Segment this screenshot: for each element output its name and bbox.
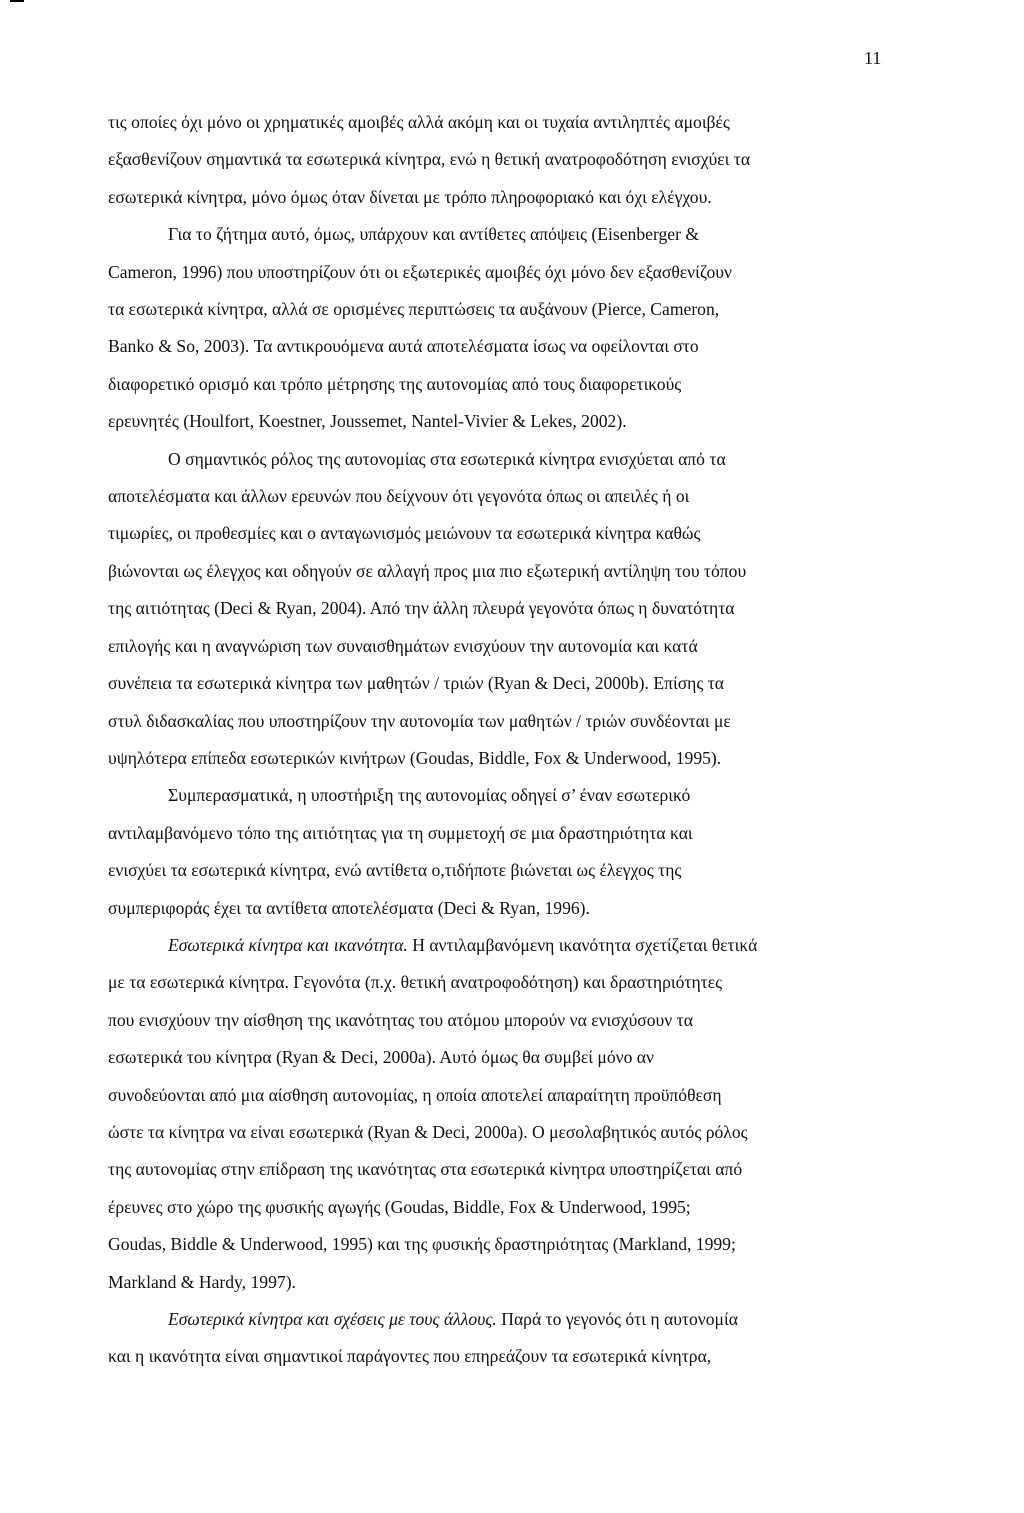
line-text: συμπεριφοράς έχει τα αντίθετα αποτελέσματα (Deci & Ryan, 1996). — [108, 897, 590, 918]
text-line — [108, 291, 900, 328]
text-line — [108, 815, 900, 852]
line-text: ερευνητές (Houlfort, Koestner, Joussemet, Nantel-Vivier & Lekes, 2002). — [108, 411, 627, 432]
text-line — [108, 366, 900, 403]
text-line — [108, 1301, 900, 1338]
line-text: συνοδεύονται από μια αίσθηση αυτονομίας, η οποία αποτελεί απαραίτητη προϋπόθεση — [108, 1084, 722, 1105]
line-text: τις οποίες όχι μόνο οι χρηματικές αμοιβές αλλά ακόμη και οι τυχαία αντιληπτές αμοιβές — [108, 112, 730, 132]
line-text: Banko & So, 2003). Τα αντικρουόμενα αυτά αποτελέσματα ίσως να οφείλονται στο — [108, 336, 699, 357]
text-line — [108, 1264, 900, 1301]
line-text: ώστε τα κίνητρα να είναι εσωτερικά (Ryan & Deci, 2000a). Ο μεσολαβητικός αυτός ρόλος — [108, 1121, 748, 1142]
text-line — [108, 1338, 900, 1375]
text-line — [108, 964, 900, 1001]
text-line — [108, 1039, 900, 1076]
body-text — [108, 104, 900, 1376]
text-line — [108, 852, 900, 889]
text-line — [108, 553, 900, 590]
text-line — [108, 403, 900, 440]
text-line — [108, 328, 900, 365]
line-text: εσωτερικά κίνητρα, μόνο όμως όταν δίνεται με τρόπο πληροφοριακό και όχι ελέγχου. — [108, 186, 712, 207]
line-text: Παρά το γεγονός ότι η αυτονομία — [496, 1309, 738, 1329]
line-text: αντιλαμβανόμενο τόπο της αιτιότητας για τη συμμετοχή σε μια δραστηριότητα και — [108, 822, 693, 843]
line-text: της αυτονομίας στην επίδραση της ικανότητας στα εσωτερικά κίνητρα υποστηρίζεται από — [108, 1159, 743, 1180]
italic-heading: Εσωτερικά κίνητρα και ικανότητα. — [168, 934, 408, 955]
text-line — [108, 927, 900, 964]
line-text: επιλογής και η αναγνώριση των συναισθημάτων ενισχύουν την αυτονομία και κατά — [108, 635, 698, 656]
text-line — [108, 1226, 900, 1263]
page-number: 11 — [864, 48, 882, 68]
text-line — [108, 1151, 900, 1188]
line-text: Markland & Hardy, 1997). — [108, 1271, 296, 1292]
line-text: εσωτερικά του κίνητρα (Ryan & Deci, 2000a). Αυτό όμως θα συμβεί μόνο αν — [108, 1047, 654, 1068]
text-line — [108, 478, 900, 515]
line-text: τιμωρίες, οι προθεσμίες και ο ανταγωνισμός μειώνουν τα εσωτερικά κίνητρα καθώς — [108, 523, 701, 544]
line-text: Cameron, 1996) που υποστηρίζουν ότι οι εξωτερικές αμοιβές όχι μόνο δεν εξασθενίζουν — [108, 261, 732, 282]
text-line — [108, 1077, 900, 1114]
corner-mark — [10, 0, 24, 2]
line-text: Goudas, Biddle & Underwood, 1995) και της φυσικής δραστηριότητας (Markland, 1999; — [108, 1234, 736, 1255]
line-text: έρευνες στο χώρο της φυσικής αγωγής (Goudas, Biddle, Fox & Underwood, 1995; — [108, 1196, 691, 1217]
line-text: και η ικανότητα είναι σημαντικοί παράγοντες που επηρεάζουν τα εσωτερικά κίνητρα, — [108, 1346, 712, 1367]
text-line — [108, 665, 900, 702]
text-line — [108, 515, 900, 552]
line-text: διαφορετικό ορισμό και τρόπο μέτρησης της αυτονομίας από τους διαφορετικούς — [108, 373, 682, 394]
text-line — [108, 890, 900, 927]
line-text: με τα εσωτερικά κίνητρα. Γεγονότα (π.χ. θετική ανατροφοδότηση) και δραστηριότητες — [108, 972, 723, 993]
line-text: ενισχύει τα εσωτερικά κίνητρα, ενώ αντίθετα ο,τιδήποτε βιώνεται ως έλεγχος της — [108, 860, 682, 881]
text-line — [108, 777, 900, 814]
text-line — [108, 703, 900, 740]
text-line — [108, 1189, 900, 1226]
line-text: αποτελέσματα και άλλων ερευνών που δείχνουν ότι γεγονότα όπως οι απειλές ή οι — [108, 486, 690, 507]
text-line — [108, 179, 900, 216]
text-line — [108, 590, 900, 627]
line-text: Για το ζήτημα αυτό, όμως, υπάρχουν και αντίθετες απόψεις (Eisenberger & — [168, 224, 700, 245]
text-line — [108, 740, 900, 777]
line-text: υψηλότερα επίπεδα εσωτερικών κινήτρων (Goudas, Biddle, Fox & Underwood, 1995). — [108, 747, 722, 768]
text-line — [108, 441, 900, 478]
line-text: βιώνονται ως έλεγχος και οδηγούν σε αλλαγή προς μια πιο εξωτερική αντίληψη του τόπου — [108, 560, 747, 581]
text-line — [108, 1002, 900, 1039]
line-text: Η αντιλαμβανόμενη ικανότητα σχετίζεται θετικά — [407, 934, 758, 955]
text-line — [108, 216, 900, 253]
line-text: που ενισχύουν την αίσθηση της ικανότητας του ατόμου μπορούν να ενισχύσουν τα — [108, 1009, 693, 1030]
line-text: συνέπεια τα εσωτερικά κίνητρα των μαθητών / τριών (Ryan & Deci, 2000b). Επίσης τα — [108, 673, 725, 694]
line-text: της αιτιότητας (Deci & Ryan, 2004). Από την άλλη πλευρά γεγονότα όπως η δυνατότητα — [108, 598, 735, 619]
line-text: στυλ διδασκαλίας που υποστηρίζουν την αυτονομία των μαθητών / τριών συνδέονται με — [108, 710, 731, 731]
text-line — [108, 628, 900, 665]
line-text: εξασθενίζουν σημαντικά τα εσωτερικά κίνητρα, ενώ η θετική ανατροφοδότηση ενισχύει τα — [108, 149, 751, 170]
line-text: τα εσωτερικά κίνητρα, αλλά σε ορισμένες περιπτώσεις τα αυξάνουν (Pierce, Cameron, — [108, 299, 720, 320]
line-text: Συμπερασματικά, η υποστήριξη της αυτονομίας οδηγεί σ’ έναν εσωτερικό — [168, 785, 691, 806]
text-line — [108, 141, 900, 178]
text-line — [108, 254, 900, 291]
text-line — [108, 104, 900, 141]
line-text: Ο σημαντικός ρόλος της αυτονομίας στα εσωτερικά κίνητρα ενισχύεται από τα — [168, 448, 726, 469]
text-line — [108, 1114, 900, 1151]
italic-heading: Εσωτερικά κίνητρα και σχέσεις με τους άλλους. — [168, 1309, 497, 1329]
